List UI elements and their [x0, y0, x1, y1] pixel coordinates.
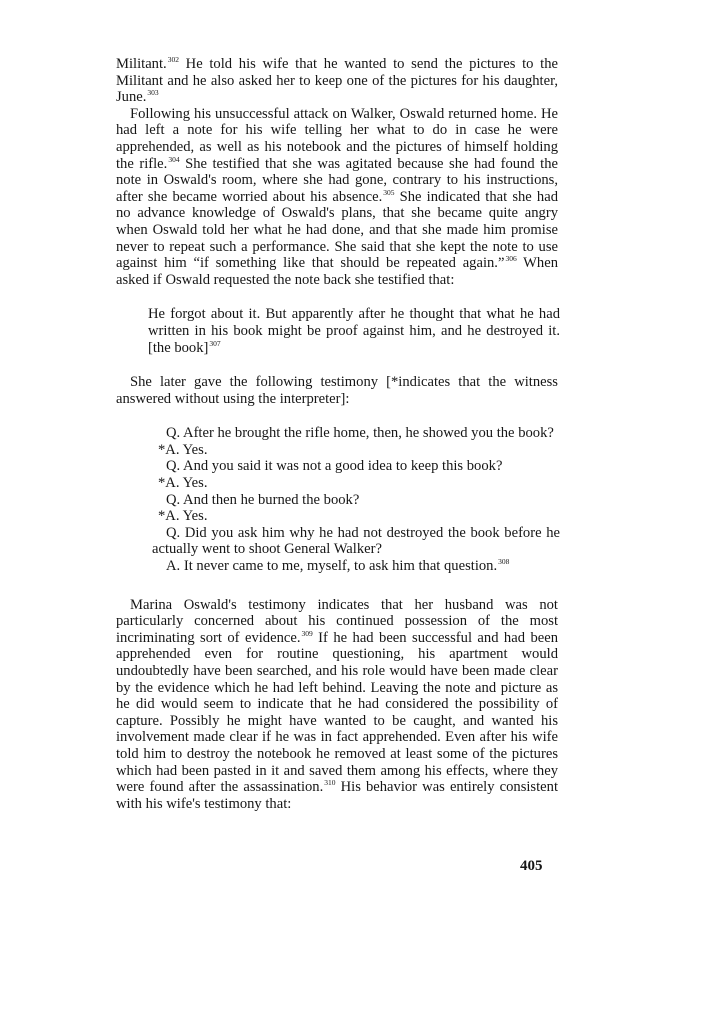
footnote-ref: 304 [168, 154, 180, 164]
footnote-ref: 309 [301, 628, 313, 638]
footnote-ref: 310 [324, 778, 336, 788]
footnote-ref: 306 [505, 254, 517, 264]
paragraph-text: Marina Oswald's testimony indicates that her husband was not particularly concerned about his continued possession of the most incriminating sort of evidence. [116, 596, 558, 646]
testimony-question: Q. After he brought the rifle home, then, he showed you the book? [166, 425, 554, 442]
testimony-question: Q. Did you ask him why he had not destroyed the book before he actually went to shoot General Walker? [152, 524, 560, 558]
paragraph-3: She later gave the following testimony [*indicates that the witness answered without using the interpreter]: [116, 374, 558, 407]
page-number: 405 [520, 858, 543, 874]
block-quote [148, 306, 560, 356]
paragraph-text: She indicated that she had no advance knowledge of Oswald's plans, that she became quite angry when Oswald told her what he had done, and that she made him promise never to repeat such a performance. She said that she kept the note to use against him “if something like that should be repeated again.” [116, 188, 558, 272]
footnote-ref: 308 [498, 557, 510, 567]
paragraph-4 [116, 597, 558, 813]
footnote-ref: 302 [167, 55, 179, 64]
quote-text: He forgot about it. But apparently after he thought that what he had written in his book might be proof against him, and he destroyed it. [the book] [148, 306, 560, 356]
spacer [116, 575, 558, 597]
paragraph-2 [116, 106, 558, 289]
paragraph-1 [116, 56, 558, 106]
spacer [116, 288, 558, 306]
testimony-question: Q. And you said it was not a good idea to keep this book? [166, 458, 503, 475]
spacer [116, 356, 558, 374]
testimony-answer: *A. Yes. [158, 508, 208, 525]
testimony-block [152, 425, 560, 574]
footnote-ref: 303 [147, 88, 159, 98]
document-page [116, 56, 558, 812]
paragraph-text: He told his wife that he wanted to send the pictures to the Militant and he also asked her to keep one of the pictures for his daughter, June. [116, 56, 558, 106]
paragraph-text: Militant. [116, 56, 167, 72]
testimony-answer: *A. Yes. [158, 475, 208, 492]
testimony-answer: *A. Yes. [158, 441, 208, 458]
spacer [116, 407, 558, 425]
testimony-question: Q. And then he burned the book? [166, 491, 360, 508]
testimony-answer [152, 558, 560, 575]
footnote-ref: 307 [209, 338, 221, 348]
footnote-ref: 305 [383, 187, 395, 197]
paragraph-text: She testified that she was agitated because she had found the note in Oswald's room, where she had gone, contrary to his instructions, after she became worried about his absence. [116, 155, 558, 205]
answer-text: A. It never came to me, myself, to ask him that question. [166, 558, 498, 575]
paragraph-text: His behavior was entirely consistent with his wife's testimony that: [116, 779, 558, 812]
paragraph-text: When asked if Oswald requested the note back she testified that: [116, 255, 559, 288]
paragraph-text: Following his unsuccessful attack on Walker, Oswald returned home. He had left a note for his wife telling her what to do in case he were apprehended, as well as his notebook and the pictures of himself holding the rifle. [116, 105, 558, 172]
paragraph-text: If he had been successful and had been apprehended even for routine questioning, his apartment would undoubtedly have been searched, and his role would have been made clear by the evidence which he had left behind. Leaving the note and picture as he did would seem to indicate that he had considered the possibility of capture. Possibly he might have wanted to be caught, and wanted his involvement made clear if he was in fact apprehended. Even after his wife told him to destroy the notebook he removed at least some of the pictures which had been pasted in it and saved them among his effects, where they were found after the assassination. [116, 629, 558, 796]
